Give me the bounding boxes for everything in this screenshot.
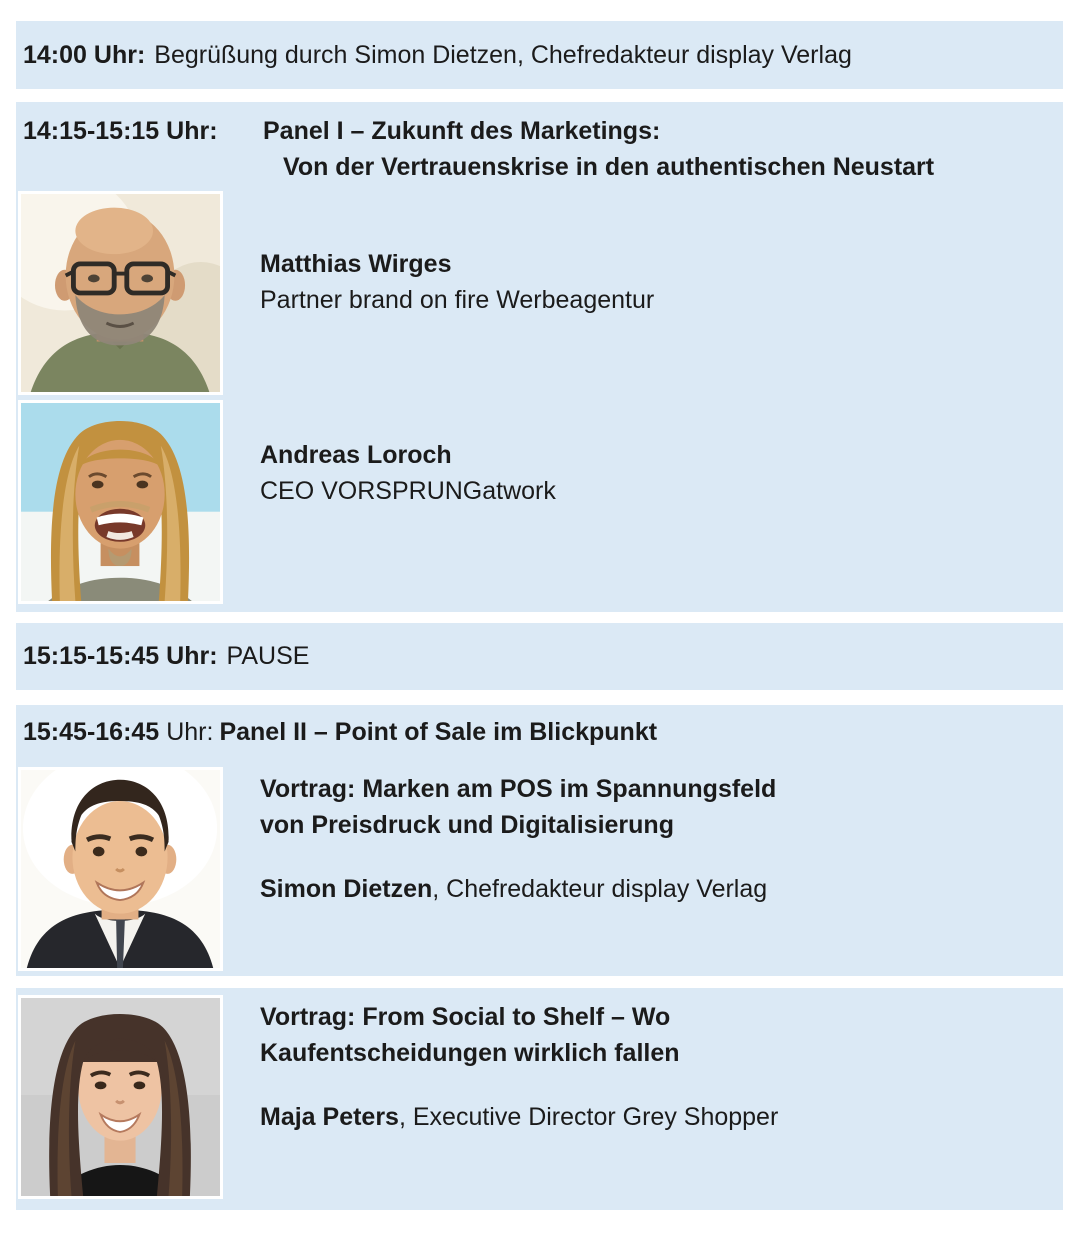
agenda-item-talk2: [16, 988, 1063, 1210]
agenda-item-panel2: [16, 705, 1063, 976]
speaker-role: CEO VORSPRUNGatwork: [260, 477, 556, 505]
opening-time: 14:00 Uhr:: [23, 41, 146, 69]
speaker-name: Andreas Loroch: [260, 441, 452, 469]
panel1-title-line1: Panel I – Zukunft des Marketings:: [263, 117, 661, 145]
agenda-item-pause: [16, 623, 1063, 690]
portrait-matthias-wirges-illustration: [21, 194, 220, 392]
speaker-row-matthias-wirges: [16, 191, 1063, 395]
speaker-row-simon-dietzen: [16, 767, 1063, 971]
talk-speaker-line: [260, 1099, 778, 1135]
portrait-simon-dietzen-photo: [18, 767, 223, 971]
opening-text: Begrüßung durch Simon Dietzen, Chefredakteur display Verlag: [154, 41, 852, 69]
talk-title-line1: Vortrag: Marken am POS im Spannungsfeld: [260, 775, 777, 803]
panel2-time: 15:45-16:45: [23, 718, 160, 746]
speaker-role: , Chefredakteur display Verlag: [432, 875, 768, 903]
speaker-info-matthias-wirges: [260, 246, 654, 318]
portrait-andreas-loroch-illustration: [21, 403, 220, 601]
talk-title-line2: Kaufentscheidungen wirklich fallen: [260, 1039, 680, 1067]
portrait-andreas-loroch-photo: [18, 400, 223, 604]
portrait-simon-dietzen-illustration: [21, 770, 220, 968]
panel2-header: [16, 714, 1063, 750]
opening-line: [23, 37, 1053, 73]
speaker-row-andreas-loroch: [16, 400, 1063, 604]
speaker-role: , Executive Director Grey Shopper: [398, 1103, 779, 1131]
portrait-maja-peters-illustration: [21, 998, 220, 1196]
talk-info-simon-dietzen: [260, 771, 776, 907]
portrait-maja-peters-photo: [18, 995, 223, 1199]
panel1-title-line2: Von der Vertrauenskrise in den authentischen Neustart: [283, 153, 935, 181]
panel1-title: [263, 113, 1063, 185]
speaker-row-maja-peters: [16, 995, 1063, 1199]
agenda-item-opening: [16, 21, 1063, 89]
speaker-name: Simon Dietzen: [260, 875, 433, 903]
speaker-role: Partner brand on fire Werbeagentur: [260, 286, 655, 314]
panel2-time-unit: Uhr:: [166, 718, 214, 746]
speaker-name: Maja Peters: [260, 1103, 399, 1131]
panel2-title: Panel II – Point of Sale im Blickpunkt: [219, 718, 658, 746]
talk-title-line1: Vortrag: From Social to Shelf – Wo: [260, 1003, 671, 1031]
pause-time: 15:15-15:45 Uhr:: [23, 642, 218, 670]
speaker-name: Matthias Wirges: [260, 250, 452, 278]
agenda-item-panel1: [16, 102, 1063, 612]
pause-line: [23, 638, 1053, 674]
pause-text: PAUSE: [226, 642, 310, 670]
speaker-info-andreas-loroch: [260, 437, 556, 509]
talk-info-maja-peters: [260, 999, 778, 1135]
talk-speaker-line: [260, 871, 776, 907]
agenda-page: [0, 21, 1087, 1249]
panel1-header: [16, 113, 1063, 185]
panel1-time: 14:15-15:15 Uhr:: [23, 117, 218, 145]
portrait-matthias-wirges-photo: [18, 191, 223, 395]
talk-title-line2: von Preisdruck und Digitalisierung: [260, 811, 674, 839]
